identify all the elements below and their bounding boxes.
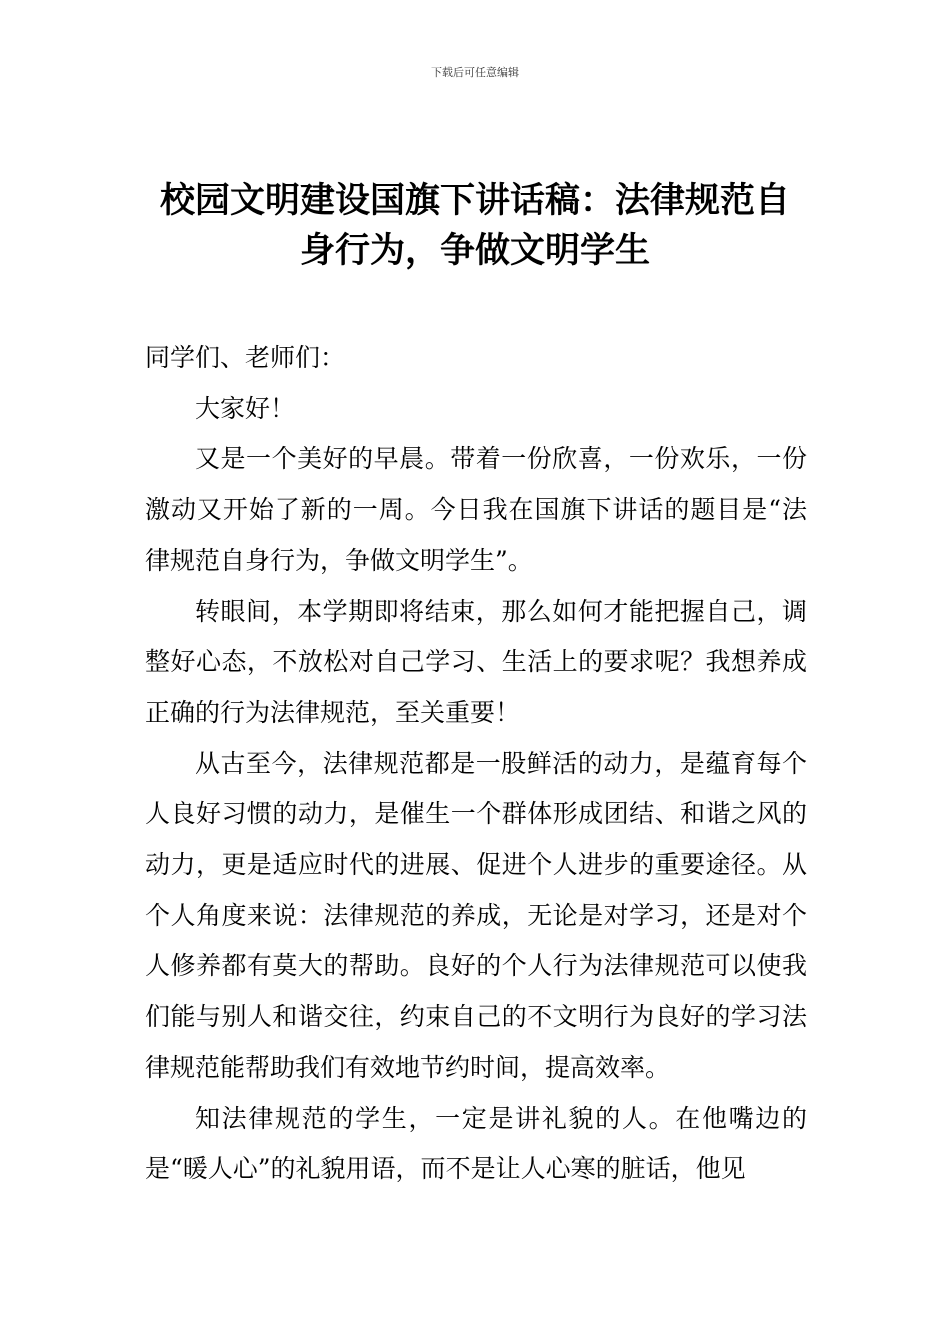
- paragraph-4: 知法律规范的学生，一定是讲礼貌的人。在他嘴边的是“暖人心”的礼貌用语，而不是让人心寒的脏话，他见: [145, 1103, 807, 1184]
- paragraph-greeting: 大家好！: [195, 393, 296, 423]
- document-body: [145, 333, 807, 1195]
- salutation: 同学们、老师们：: [145, 343, 346, 372]
- header-note: 下载后可任意编辑: [431, 66, 519, 79]
- paragraph-2: 转眼间，本学期即将结束，那么如何才能把握自己，调整好心态，不放松对自己学习、生活上的要求呢？我想养成正确的行为法律规范，至关重要！: [145, 596, 807, 727]
- paragraph-1: 又是一个美好的早晨。带着一份欣喜，一份欢乐，一份激动又开始了新的一周。今日我在国旗下讲话的题目是“法律规范自身行为，争做文明学生”。: [145, 444, 807, 575]
- document-title: 校园文明建设国旗下讲话稿：法律规范自身行为，争做文明学生: [159, 181, 790, 271]
- paragraph-3: 从古至今，法律规范都是一股鲜活的动力，是蕴育每个人良好习惯的动力，是催生一个群体形成团结、和谐之风的动力，更是适应时代的进展、促进个人进步的重要途径。从个人角度来说：法律规范的养成，无论是对学习，还是对个人修养都有莫大的帮助。良好的个人行为法律规范可以使我们能与别人和谐交往，约束自己的不文明行为良好的学习法律规范能帮助我们有效地节约时间，提高效率。: [145, 748, 807, 1082]
